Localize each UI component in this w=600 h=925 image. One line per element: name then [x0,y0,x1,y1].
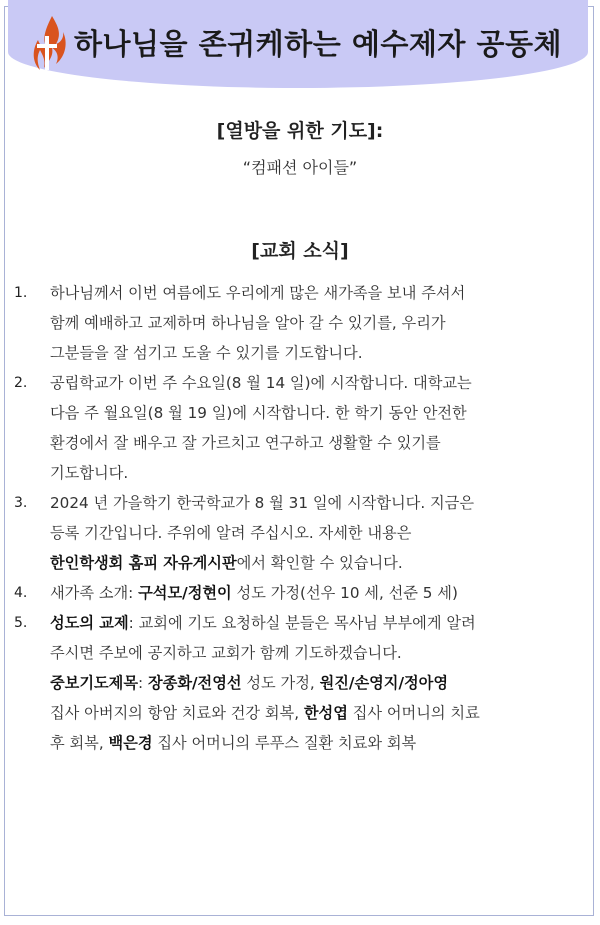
item-line: 하나님께서 이번 여름에도 우리에게 많은 새가족을 보내 주셔서 [50,284,466,302]
news-item-3 [14,488,574,578]
intercession-name: 한성엽 [303,704,348,722]
new-family-names: 구석모/정현이 [138,584,232,602]
item-line: 주시면 주보에 공지하고 교회가 함께 기도하겠습니다. [50,644,402,662]
item-text: 집사 아버지의 항암 치료와 건강 회복, [50,704,304,722]
item-number: 3. [14,495,28,511]
intercession-name: 원진/손영지/정아영 [319,674,449,692]
item-line: 2024 년 가을학기 한국학교가 8 월 31 일에 시작합니다. 지금은 [50,494,475,512]
prayer-section-title: [열방을 위한 기도]: [216,120,384,142]
item-text: 집사 어머니의 치료 [347,704,480,722]
news-list [14,278,574,758]
intercession-name: 백은경 [108,734,153,752]
news-item-1 [14,278,574,368]
news-item-2 [14,368,574,488]
item-line: 환경에서 잘 배우고 잘 가르치고 연구하고 생활할 수 있기를 [50,434,441,452]
item-line [50,728,574,758]
item-number: 5. [14,615,28,631]
item-line: 함께 예배하고 교제하며 하나님을 알아 갈 수 있기를, 우리가 [50,314,446,332]
item-line: 등록 기간입니다. 주위에 알려 주십시오. 자세한 내용은 [50,524,412,542]
item-text: 성도 가정, [241,674,320,692]
item-number: 2. [14,375,28,391]
website-board-name: 한인학생회 홈피 자유게시판 [50,554,237,572]
item-line: 기도합니다. [50,464,129,482]
item-line [50,548,574,578]
fellowship-label: 성도의 교제 [50,614,129,632]
intercession-name: 장종화/전영선 [147,674,242,692]
item-text: 집사 어머니의 루푸스 질환 치료와 회복 [152,734,417,752]
intercession-label: 중보기도제목 [50,674,139,692]
item-line: 공립학교가 이번 주 수요일(8 월 14 일)에 시작합니다. 대학교는 [50,374,472,392]
church-name: 하나님을 존귀케하는 예수제자 공동체 [74,27,563,61]
news-section-title: [교회 소식] [251,240,349,262]
item-line [50,668,574,698]
item-line: 다음 주 월요일(8 월 19 일)에 시작합니다. 한 학기 동안 안전한 [50,404,467,422]
item-text: 새가족 소개: [50,584,139,602]
item-line: 그분들을 잘 섬기고 도울 수 있기를 기도합니다. [50,344,363,362]
item-text: 에서 확인할 수 있습니다. [236,554,403,572]
item-text: : 교회에 기도 요청하실 분들은 목사님 부부에게 알려 [128,614,476,632]
item-line [50,608,574,638]
item-line [50,698,574,728]
news-item-4 [14,578,574,608]
item-text: 성도 가정(선우 10 세, 선준 5 세) [231,584,458,602]
item-number: 1. [14,285,28,301]
prayer-subtitle: “컴패션 아이들” [242,158,358,177]
flame-cross-icon [32,14,68,74]
item-number: 4. [14,585,28,601]
item-text: : [138,674,148,692]
news-item-5 [14,608,574,758]
item-line [50,578,574,608]
item-text: 후 회복, [50,734,109,752]
